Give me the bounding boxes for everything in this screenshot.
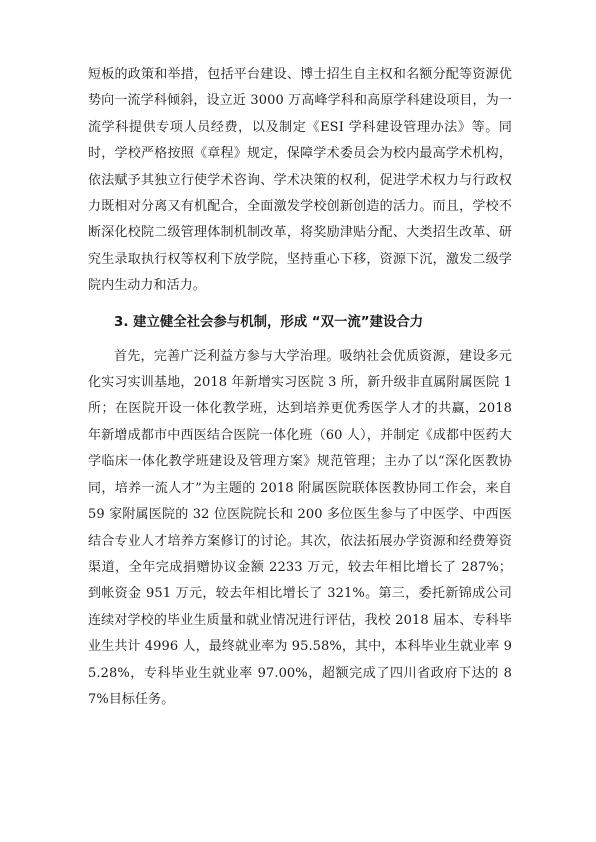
body-paragraph-2: 首先，完善广泛利益方参与大学治理。吸纳社会优质资源，建设多元化实习实训基地，2018 年新增实习医院 3 所，新升级非直属附属医院 1 所；在医院开设一体化教学班，达到培养更优秀医学人才的共赢，2018 年新增成都市中西医结合医院一体化班（60 人），并制定《成都中医药大学临床一体化教学班建设及管理方案》规范管理；主办了以“深化医教协同，培养一流人才”为主题的 2018 附属医院联体医教协同工作会，来自 59 家附属医院的 32 位医院院长和 200 多位医生参与了中医学、中西医结合专业人才培养方案修订的讨论。其次，依法拓展办学资源和经费筹资渠道，全年完成捐赠协议金额 2233 万元，较去年相比增长了 287%；到帐资金 951 万元，较去年相比增长了 321%。第三，委托新锦成公司连续对学校的毕业生质量和就业情况进行评估，我校 2018 届本、专科毕业生共计 4996 人，最终就业率为 95.58%，其中，本科毕业生就业率 95.28%，专科毕业生就业率 97.00%，超额完成了四川省政府下达的 87%目标任务。 xyxy=(88,348,512,707)
section-heading-3: 3. 建立健全社会参与机制，形成 “双一流”建设合力 xyxy=(114,314,424,330)
body-paragraph-1: 短板的政策和举措，包括平台建设、博士招生自主权和名额分配等资源优势向一流学科倾斜，设立近 3000 万高峰学科和高原学科建设项目，为一流学科提供专项人员经费，以及制定《ESI 学科建设管理办法》等。同时，学校严格按照《章程》规定，保障学术委员会为校内最高学术机构，依法赋予其独立行使学术咨询、学术决策的权利，促进学术权力与行政权力既相对分离又有机配合，全面激发学校创新创造的活力。而且，学校不断深化校院二级管理体制机制改革，将奖励津贴分配、大类招生改革、研究生录取执行权等权利下放学院，坚持重心下移，资源下沉，激发二级学院内生动力和活力。 xyxy=(88,67,512,294)
document-page xyxy=(88,62,512,713)
